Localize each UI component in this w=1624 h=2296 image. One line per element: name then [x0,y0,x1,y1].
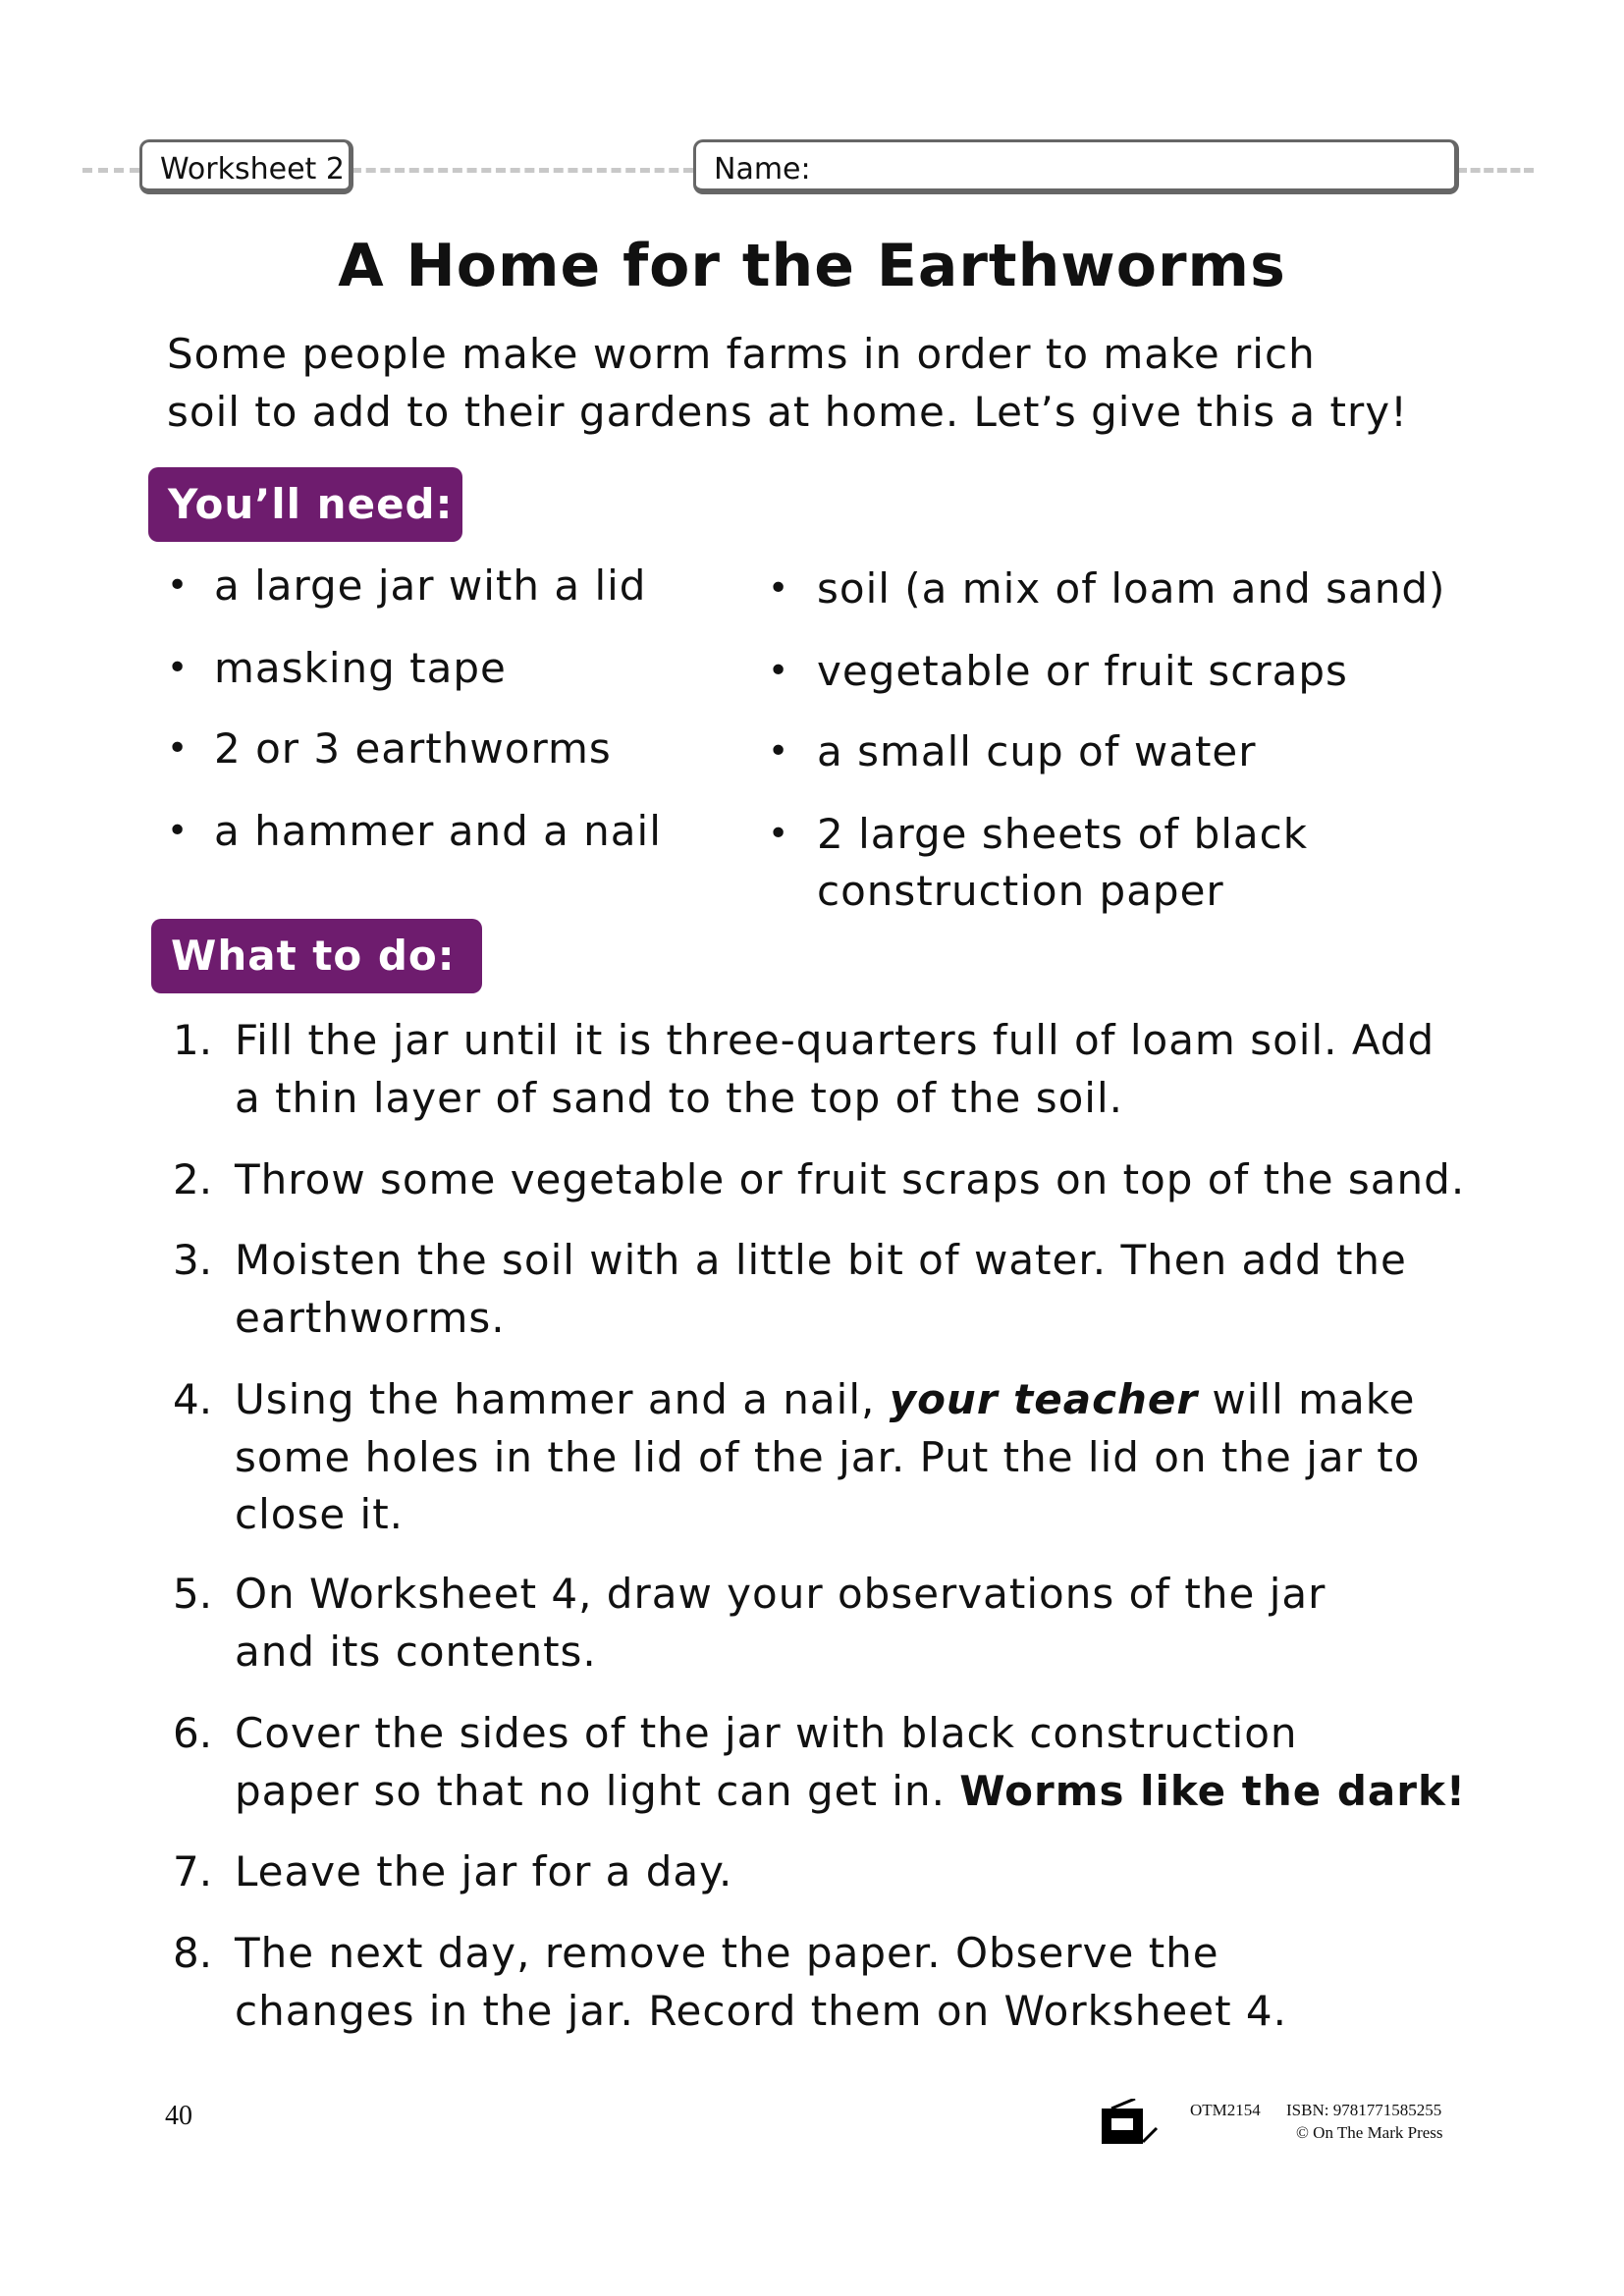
step-text: On Worksheet 4, draw your observations of the jar [235,1570,1326,1618]
isbn: ISBN: 9781771585255 [1286,2101,1442,2119]
step-line [235,1371,1415,1428]
step-text: paper so that no light can get in. [235,1766,960,1815]
bullet-icon: • [167,565,189,606]
bullet-icon: • [167,728,189,769]
step-line [235,1763,1466,1820]
step-line [235,1429,1420,1486]
need-item: a hammer and a nail [214,807,662,855]
need-item: 2 large sheets of black [817,810,1309,858]
bullet-icon: • [768,651,789,691]
need-item: a small cup of water [817,727,1257,775]
bullet-icon: • [768,731,789,772]
step-number: 5. [173,1570,213,1618]
step-number: 6. [173,1709,213,1757]
step-line [235,1486,404,1543]
header-dash-right [1457,168,1534,173]
step-line [235,1624,597,1681]
step-text: close it. [235,1490,405,1538]
step-number: 1. [173,1016,213,1064]
step-text: Leave the jar for a day. [235,1847,733,1896]
need-item: vegetable or fruit scraps [817,647,1348,695]
step-text: a thin layer of sand to the top of the soil. [235,1073,1123,1122]
step-line [235,1925,1219,1982]
need-item: 2 or 3 earthworms [214,724,612,773]
page-number: 40 [165,2101,192,2131]
step-text: changes in the jar. Record them on Worksheet 4. [235,1986,1287,2035]
copyright: © On The Mark Press [1296,2123,1443,2142]
step-number: 2. [173,1155,213,1203]
header-dash-middle [352,168,693,173]
step-text: your teacher [889,1375,1199,1423]
worksheet-label: Worksheet 2 [139,139,353,194]
need-item: a large jar with a lid [214,561,647,610]
header-dash-left [82,168,139,173]
bullet-icon: • [768,568,789,609]
step-text: Worms like the dark! [959,1766,1467,1815]
name-label: Name: [714,152,811,187]
bullet-icon: • [167,811,189,851]
step-number: 7. [173,1847,213,1896]
what-to-do-heading: What to do: [151,919,482,993]
step-text: earthworms. [235,1293,506,1342]
step-text: Moisten the soil with a little bit of water. Then add the [235,1236,1407,1284]
step-text: some holes in the lid of the jar. Put the lid on the jar to [235,1432,1421,1481]
step-text: Cover the sides of the jar with black construction [235,1709,1298,1757]
step-line [235,1290,506,1347]
product-code: OTM2154 [1190,2101,1261,2119]
name-field[interactable] [693,139,1459,194]
step-line [235,1012,1435,1069]
step-text: will make [1198,1375,1416,1423]
step-text: Throw some vegetable or fruit scraps on top of the sand. [235,1155,1466,1203]
step-line [235,1232,1407,1289]
intro-line: Some people make worm farms in order to make rich [167,330,1316,378]
step-line [235,1151,1465,1208]
step-text: The next day, remove the paper. Observe the [235,1929,1219,1977]
need-item: soil (a mix of loam and sand) [817,564,1446,613]
step-number: 4. [173,1375,213,1423]
step-number: 8. [173,1929,213,1977]
step-text: Fill the jar until it is three-quarters full of loam soil. Add [235,1016,1435,1064]
step-number: 3. [173,1236,213,1284]
step-line [235,1705,1298,1762]
need-item: construction paper [817,867,1224,915]
step-line [235,1983,1287,2040]
intro-line: soil to add to their gardens at home. Let’s give this a try! [167,388,1408,436]
step-line [235,1070,1123,1127]
bullet-icon: • [167,648,189,688]
photocopier-icon [1102,2099,1180,2144]
step-text: Using the hammer and a nail, [235,1375,890,1423]
youll-need-heading: You’ll need: [148,467,462,542]
bullet-icon: • [768,814,789,854]
step-text: and its contents. [235,1627,597,1676]
page-title: A Home for the Earthworms [338,232,1286,300]
step-line [235,1843,732,1900]
need-item: masking tape [214,644,507,692]
step-line [235,1566,1326,1623]
